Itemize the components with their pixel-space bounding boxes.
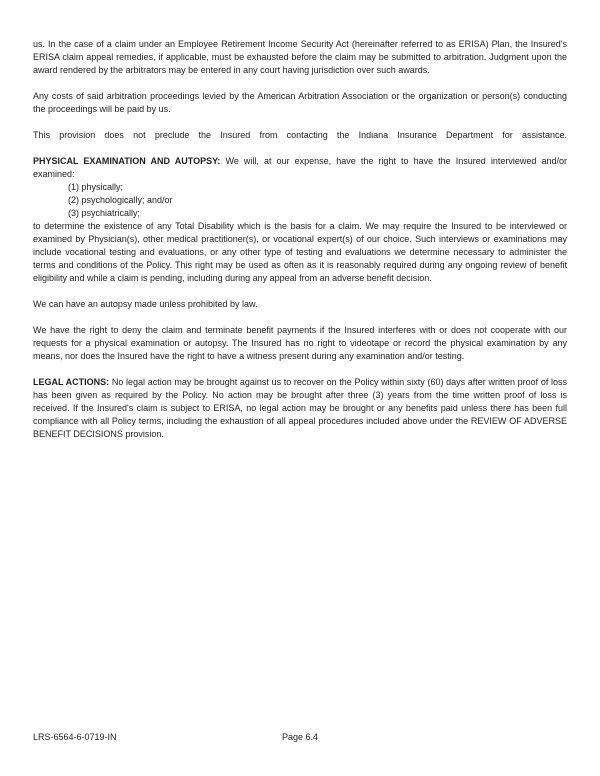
list-item-psychiatrically: (3) psychiatrically; [68,208,141,218]
physical-examination-intro-paragraph [33,155,567,181]
legal-actions-paragraph [33,376,567,441]
paragraph-erisa-arbitration: us. In the case of a claim under an Employee Retirement Income Security Act (hereinafter referred to as ERISA) Plan, the Insured's ERISA claim appeal remedies, if applicable, must be exhausted before the claim may be submitted to arbitration. Judgment upon the award rendered by the arbitrators may be entered in any court having jurisdiction over such awards. [33,39,567,75]
physical-examination-intro-text: We will, at our expense, have the right to have the Insured interviewed and/or examined: [33,156,567,179]
paragraph-claim-denial: We have the right to deny the claim and terminate benefit payments if the Insured interferes with or does not cooperate with our requests for a physical examination or autopsy. The Insured has no right to videotape or record the physical examination by any means, nor does the Insured have the right to have a witness present during any examination and/or testing. [33,325,567,361]
page-number: Page 6.4 [281,732,319,742]
paragraph-arbitration-costs: Any costs of said arbitration proceedings levied by the American Arbitration Association or the organization or person(s) conducting the proceedings will be paid by us. [33,91,567,114]
page-footer [0,731,600,745]
document-body [33,38,567,454]
examination-type-list [68,181,567,220]
list-item-physically: (1) physically; [68,182,124,192]
list-item-psychologically: (2) psychologically; and/or [68,195,173,205]
paragraph-autopsy: We can have an autopsy made unless prohibited by law. [33,299,258,309]
legal-actions-body-text: No legal action may be brought against us to recover on the Policy within sixty (60) days after written proof of loss has been given as required by the Policy. No action may be brought after three (3) years from the time written proof of loss is received. If the Insured's claim is subject to ERISA, no legal action may be brought or any benefits paid unless there has been full compliance with all Policy terms, including the exhaustion of all appeal procedures included above under the REVIEW OF ADVERSE BENEFIT DECISIONS provision. [33,377,567,439]
physical-examination-heading: PHYSICAL EXAMINATION AND AUTOPSY: [33,156,221,166]
form-number: LRS-6564-6-0719-IN [33,732,117,742]
legal-actions-heading: LEGAL ACTIONS: [33,377,110,387]
paragraph-examination-scope: to determine the existence of any Total Disability which is the basis for a claim. We may require the Insured to be interviewed or examined by Physician(s), other medical practitioner(s), or vocational expert(s) of our choice. Such interviews or examinations may include vocational testing and evaluations, or any other type of testing and evaluations we determine necessary to administer the terms and conditions of the Policy. This right may be used as often as it is reasonably required during any ongoing review of benefit eligibility and while a claim is pending, including during any appeal from an adverse benefit decision. [33,221,567,283]
paragraph-indiana-assistance: This provision does not preclude the Insured from contacting the Indiana Insurance Department for assistance. [33,130,567,140]
